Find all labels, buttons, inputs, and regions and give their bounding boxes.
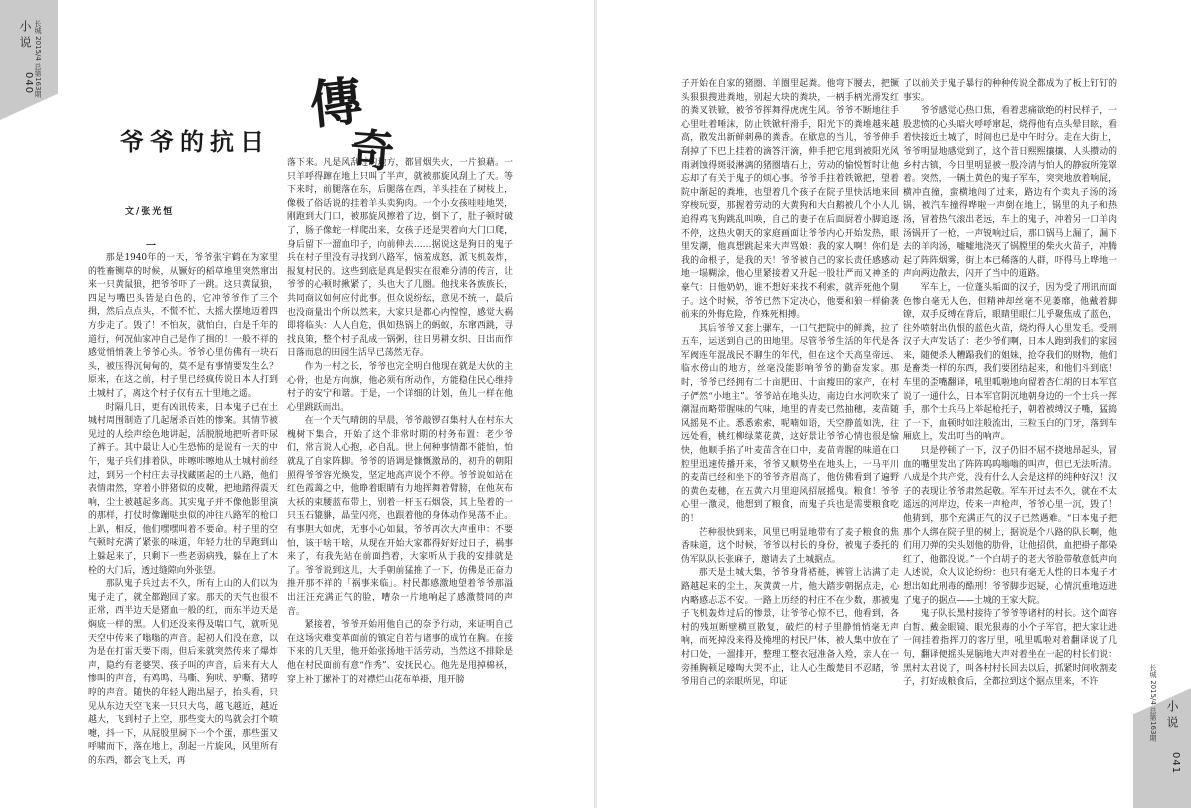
section-marker: 一 — [146, 241, 156, 252]
left-section-tab: 小说 — [18, 20, 32, 52]
right-issue-meta: 长城 2015/4 总第163期 — [1149, 664, 1157, 742]
paragraph: 芒种很快到来，风里已明显地带有了麦子粮食的焦香味道，这个时候，爷爷以村长的身份，被鬼子委托的伪军队队长张麻子，邀请去了土城据点。 — [681, 527, 899, 565]
right-page-number: 041 — [1170, 752, 1181, 775]
left-page — [0, 0, 594, 808]
left-page-number: 040 — [23, 72, 34, 95]
right-corner-tab — [1133, 688, 1191, 808]
paragraph: 时隔几日，更有凶讯传来，日本鬼子已在土城村周围制造了几起屠杀百姓的惨案。其情节被见过的人绘声绘色地讲起，活脱脱地把听者吓尿了裤子。其中最让人心生恐怖的是说有一天的中午，鬼子兵们排着队，咔嚓咔嚓地从土城村前经过，到另一个村庄去寻找藏匿起的土八路，他们表情肃然，穿着小胖猪似的皮靴，把地踏得震天响，尘土被越起多高。其实鬼子并不像他影里演的那样，打仗时像蹦哒虫似的冲往八路军的枪口上趴，相反，他们嘿嘿叫着不要命。村子里的空气顿时充满了紧张的味道，年轻力壮的早跑到山上躲起来了，只剩下一些老弱病残，躲在上了木栓的大门后，透过缝隙向外张望。 — [88, 402, 278, 576]
calligraphy-char-2: 奇 — [348, 124, 396, 179]
text-column-2 — [287, 157, 513, 804]
text-column-3 — [681, 78, 899, 804]
title-block — [100, 70, 400, 179]
paragraph: 那队鬼子兵过去不久，所有上山的人们以为鬼子走了，就全都跑回了家。那天的天气也很不正常，西半边天是猪血一般的红，而东半边天是焖底一样的黑。人们还没来得及喘口气，就听见天空中传来了嗡嗡的声音。起初人们没在意，以为是在打雷天要下雨，但后来就突然传来了爆炸声，隐约有老婆哭、孩子叫的声音，后来有大人惨叫的声音，有鸡鸣、马嘶、狗吠、驴嘶、猪哼哼的声音。随快的年轻人跑出屋子，抬头看，只见从东边天空飞来一只只大鸟，越飞越近，越近越大，飞到村子上空，那些变大的鸟就会打个喷嚏，抖一下，从屁股里屙下一个个蛋，那些蛋又呼啸而下，落在地上，刮起一片旋风，风里所有的东西，都会飞上天，再 — [88, 579, 278, 766]
article-title: 爷爷的抗日 — [120, 128, 270, 156]
paragraph: 鬼子队长黑村接待了爷爷等诸村的村长。这个面容白皙、戴金眼镜、眼光狠毒的小个子军官，把大家让进一间挂着指挥刀的客厅里，吼里呱啦对着翻译说了几句，翻译便摇头晃脑地大声对着坐在一起的村长们说：黑村太君说了，叫各村村长回去以后，抓紧时间收割麦子，打好成粮食后，全都拉到这个据点里来，不许 — [903, 609, 1117, 688]
paragraph: 其后爷爷又套上骡车，一口气把院中的鲜粪，拉了五车，运送到自己的田地里。尽管爷爷生活的年代是各军阀连年混战民不聊生的年代，但在这个天高皇帝远、临水傍山的地方，丝毫没能影响爷爷的勤奋发家。那时，爷爷已经拥有二十亩肥田、十亩瘦田的家产，在村子俨然“小地主”。爷爷站在地头边，南边白水河吹来了潮湿而略带腥味的气味，地里的青麦已然抽穗，麦苗随风摇晃不止。悉悉索索，呢喃如语，天空静蓝如洗，往远处看，桃红柳绿菜花黄，这好景让爷爷心情也很是愉快，他顺手掐了叶麦苗含在口中，麦苗青腥的味道在口腔里迅速传播开来，爷爷又顺势坐在地头上，一马平川的麦苗已经和坐下的爷爷齐眉高了，他仿佛看到了遍野的黄色麦穗，在五黄六月里迎风招展摇曳。粮食！爷爷心里一激灵，他想到了粮食，而鬼子兵也是需要粮食吃的！ — [681, 323, 899, 524]
paragraph: 作为一村之长，爷爷也完全明白他现在就是大伙的主心骨，也是方向旗，他必须有所动作，方能稳住民心维持村子的安宁和谐。于是，一个详细的计划，鱼儿一样在他心里跳跃而出。 — [287, 361, 513, 413]
paragraph: 那是1940年的一天，爷爷张宇鹤在为家里的牲畜铡草的时候，从镢好的稻草堆里突然窜出来一只黄鼠狼，把爷爷吓了一跳。这只黄鼠狼，四足与嘴巴头皆是白色的，它冲爷爷作了三个揖，然后点点头，不慌不忙、大摇大摆地迈着四方步走了。毁了！不怕灰，就怕白，白是千年的道行，何况仙家冲自己是作了揖的！一般不祥的感觉悄悄袭上爷爷心头。爷爷心里仿佛有一块石头，被压得沉甸甸的，莫不是有事情要发生么？原来，在这之前，村子里已经疯传说日本人打到土城村了，离这个村子仅有五十里地之遥。 — [88, 253, 278, 399]
author-byline: 文/张光恒 — [125, 207, 175, 217]
right-page — [597, 0, 1191, 808]
paragraph: 了以前关于鬼子暴行的种种传说全都成为了板上钉钉的事实。 — [903, 79, 1117, 103]
left-corner-tab — [0, 0, 58, 120]
paragraph: 只是停顿了一下，汉子仍旧不屈不挠地昂起头，冒血的嘴里发出了阵阵呜呜嗡嗡的叫声，但已无法听清。八成是个共产党，没有什么人会是这样的纯种好汉！汉子的表现让爷爷肃然起敬。军车开过去不久，就在不太遥远的河岸边，传来一声枪声，爷爷心里一沉，毁了！他猜到，那个充满正气的汉子已然遇难。“日本鬼子把那个人绑在院子里的树上，据说是个八路的队长啊，他们用刀弹的尖头划他的肋骨，让他招供，血把褂子都染红了，他都没说。”一个白胡子的老大爷脸带敬意低声向人述说，众人议论纷纷：也只有毫无人性的日本鬼子才想出如此刑毒的酷刑！爷爷脚步迟疑，心情沉重地迈进了鬼子的据点——土城的王家大院。 — [903, 446, 1117, 606]
paragraph: 落下来。凡是风刮过的地方，都冒烟失火，一片狼藉。一只羊呼得蹿在地上只叫了半声，就被那旋风刮上了天。等下来时，前腿落在东，后腿落在西，羊头挂在了树枝上，像极了俗话说的挂着羊头卖狗肉。一个小女孩哇哇地哭，刚跑到大门口，被那旋风擦着了边，倒下了，肚子顿时破了，肠子像蛇一样爬出来，女孩子还是哭着向大门口爬，身后留下一溜血印子，向前伸去……据说这是狗日的鬼子兵在村子里没有寻找到八路军，恼羞成怒，派飞机轰炸，报复村民的。这些到底是真是假实在很难分清的传言，让爷爷的心顿时揪紧了，头也大了几圈。他找来各族族长，共同商议如何应付此事。但众说纷纭，意见不统一，最后也没商量出个所以然来，大家只是都心内惶惶，感觉大祸即将临头：人人自危，俱如热锅上的蚂蚁，东窜西跳，寻找良策，整个村子乱成一锅粥，往日男耕女织、日出而作日落而息的田园生活早已荡然无存。 — [287, 158, 513, 359]
paragraph: 紧接着，爷爷开始用他自己的奈予行动，来证明自己在这场灾难变革面前的镇定自若与诸事的成竹在胸。在接下来的几天里，他开始张扬地干活劳动，当然这不排除是他在村民面前有意“作秀”、安抚民心。他先是甩掉棉袄，穿上补丁摞补丁的对襟烂山花布单褂，甩开膀 — [287, 620, 513, 685]
text-column-1 — [88, 252, 278, 804]
paragraph: 那天是土城大集，爷爷身背褡裢，裤管上沾满了走路越起来的尘土，灰黄黄一片，他大踏步朝据点走，心内略感忐忑不安。一路上历经的村庄不在少数，那被鬼子飞机轰炸过后的惨景，让爷爷心惊不已，他看到，各村的残垣断壁横亘散复，破烂的村子里静悄悄毫无声响，而死掉没来得及掩埋的村民尸体，被人集中放在了村口处，一溜排开，整理工整衣冠准备入殓，亲人在一旁捶胸顿足嚎啕大哭不止，让人心生酸楚目不忍睹，爷爷用自己的亲眼所见，印证 — [681, 568, 899, 688]
text-column-4 — [903, 78, 1117, 804]
paragraph: 在一个天气晴朗的早晨，爷爷敲锣召集村人在村东大槐树下集合，开始了这个非常时期的村务布置：老少爷们，常言说人心抱，必自乱。世上何种事情都不能怕，怕就乱了自家阵脚。爷爷的语调是慷慨激昂的，初升的朝阳照得爷爷容光焕发，坚定地高声说个不停。爷爷说如站在红色霞蔼之中，他睁着眼睛有力地挥舞着臂膀，在他灰布大袄的束腰蓝布带上，别着一杆玉石烟袋，其上坠着的一只玉石貔貅，晶莹闪亮，也跟着他的身体动作晃荡不止。有事胆大如虎，无事小心如鼠，爷爷再次大声重申：不要怕，该干啥干啥，从现在开始大家都得好好过日子，祸事来了，有我先站在前面挡着，大家听从于我的安排就是了。爷爷说到这儿，大手朝前猛推了一下，仿佛是正奋力推开那不祥的「祸事来临」。村民都感激地望着爷爷那溢出汪汪充满正气的脸，嘈杂一片地响起了感激赞同的声音。 — [287, 416, 513, 617]
paragraph: 军车上，一位蓬头垢面的汉子，因为受了刑讯而面色惨白毫无人色，但精神却丝毫不见萎靡，他戴着脚镣，双手反缚在背后，眼睛里眼仁儿乎聚焦成了蓝色，往外喷射出仇恨的蓝色火苗，烧灼得人心里发毛。受刑汉子大声发话了：老少爷们啊，日本人跑到我们的家园来，随便杀人糟蹋我们的姐妹，抢夺我们的财物，他们是畜类一样的东西，我们要团结起来，和他们斗到底！车里的歪嘴翻译，吼里呱啦地向留着杏仁胡的日本军官说了一通什么，日本军官阴沉地朝身边的一个士兵一挥手，那个士兵马上举起枪托子，朝着被缚汉子嘴，猛捣了一下，血顿时如注般流出，三粒玉白的门牙，落到车厢底上，发出叮当的响声。 — [903, 282, 1117, 443]
paragraph: 爷爷感觉心热口焦，看着悲痛欲绝的村民样子，一股悲愤的心头暗火呼呼窜起，烧得他有点头晕目眩，看着快接近土城了，时间也已是中午时分。走在大街上，爷爷明显地感觉到了，这个昔日熙熙攘攘、人头攒动的乡村古镇，今日里明显被一股冷清与怕人的静寂所笼罩着。突然，一辆土黄色的鬼子军车，突突地放着响屁，横冲直撞，蛮横地闯了过来，路边有个卖丸子汤的汤锅，被汽车撞得哗啦一声倒在地上，锅里的丸子和热汤，冒着热气滚出老远，车上的鬼子，冲着另一口羊肉汤锅开了一枪，一声锐响过后，那口锅马上漏了，漏下去的羊肉汤，嘘嘘地浇灭了锅膛里的柴火火苗子，冲腾起了阵阵烟雾，街上本已稀落的人群，吓得马上哗地一声向两边散去，闪开了当中的道路。 — [903, 106, 1117, 280]
left-issue-meta: 长城 2015/4 总第163期 — [34, 20, 42, 98]
calligraphy-char-1: 傳 — [306, 70, 366, 137]
paragraph: 子开始在自家的猪圈、羊圈里起粪。他弯下腰去，把镢头狠狠搜进粪地，别起大块的粪块，一柄手柄光滑发红的粪叉铁锨，被爷爷挥舞得虎虎生风。爷爷不断地往手心里吐着唾沫，防止铁锨杆滑手，阳光下的粪堆越来越高，散发出新鲜刺鼻的粪香。在歇息的当儿，爷爷伸手刮掉了下巴上挂着的滴答汗滴，伸手把它甩到被阳光风雨剥蚀得斑驳淋漓的猪圈墙石上，劳动的愉悦暂时让他忘却了有关于鬼子的烦心事。爷爷手拄着铁锨把，望着院中渐起的粪堆，也望着几个孩子在院子里快活地来回穿梭玩耍，那握着劳动的大黄狗和大白鹅被几个小人儿追得鸡飞狗跳乱叫唤，自己的妻子在后面厨着小脚追逐不停，这热火朝天的家庭画面让爷爷内心开始发热，眼里发潮，他真想跳起来大声骂娘：我的家人啊！你们是我的命根子，是我的天！爷爷被自己的家长责任感感动地一塌糊涂，他心里紧接着又升起一股壮严而又神圣的豪气：日他奶奶，谁不想好来找不利索，就弄死他个舅子。这个时候，爷爷已然下定决心，他要和狼一样偷袭前来的外侮危险，作殊死相搏。 — [681, 79, 899, 321]
right-section-tab: 小说 — [1165, 700, 1179, 732]
